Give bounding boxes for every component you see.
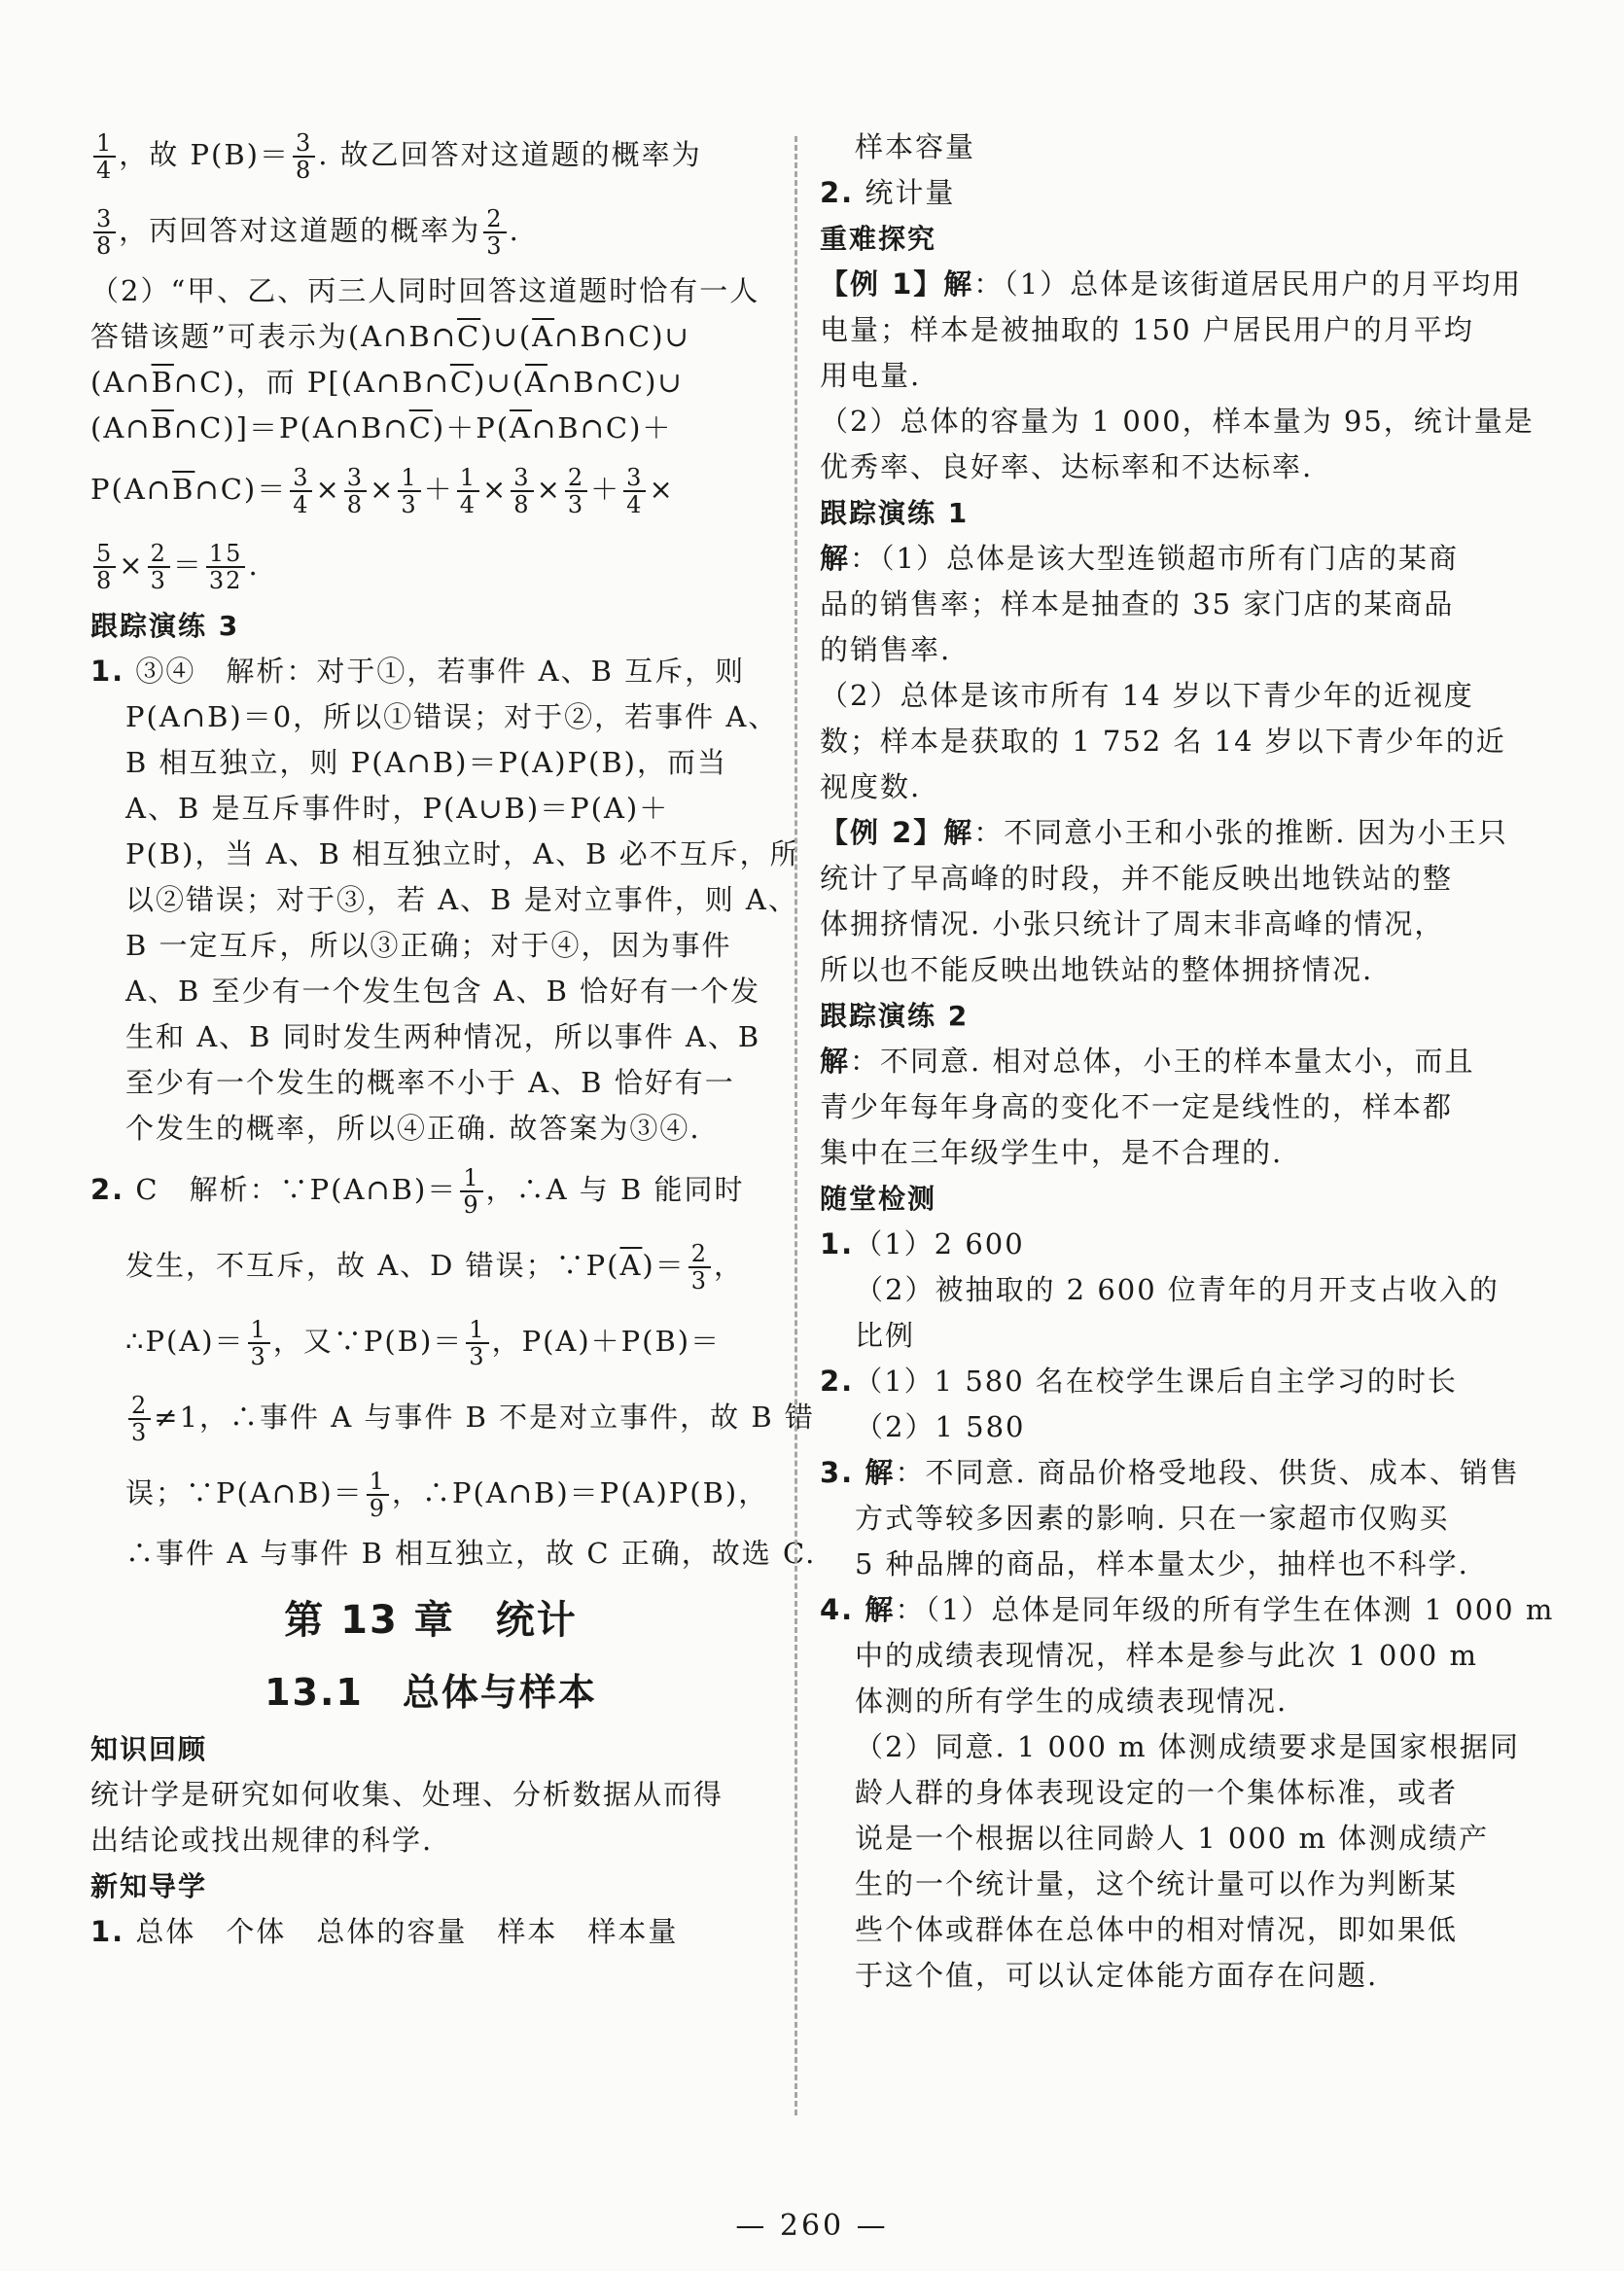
section-title: 13.1 总体与样本: [265, 1671, 597, 1714]
page-number: — 260 —: [735, 2209, 889, 2243]
text-line: 电量；样本是被抽取的 150 户居民用户的月平均: [820, 313, 1474, 346]
answer-line: （2）被抽取的 2 600 位青年的月开支占收入的: [855, 1273, 1500, 1306]
text-line: （2）总体是该市所有 14 岁以下青少年的近视度: [820, 679, 1474, 712]
answer-line: 2. C 解析：∵P(A∩B)＝ $\frac{1}{9}$ ，∴A 与 B 能同时: [90, 1164, 745, 1219]
text-line: 优秀率、良好率、达标率和不达标率.: [820, 450, 1314, 483]
answer-line: 个发生的概率，所以④正确. 故答案为③④.: [125, 1112, 701, 1145]
section-heading: 跟踪演练 2: [820, 1000, 970, 1032]
text-line: $(A\cap\overline{B}\cap C)$，而 $P[(A\cap B\cap\overline{C})\cup(\overline{A}\cap B\cap C)\cup$: [90, 366, 684, 399]
answer-line: 4. 解：（1）总体是同年级的所有学生在体测 1 000 m: [820, 1593, 1555, 1626]
fraction: $\frac{3}{8}$: [293, 130, 315, 183]
answer-line: $\frac{2}{3}$ ≠1，∴事件 A 与事件 B 不是对立事件，故 B 错: [90, 1379, 771, 1455]
answer-line: A、B 至少有一个发生包含 A、B 恰好有一个发: [125, 975, 761, 1008]
text-line: 品的销售率；样本是抽查的 35 家门店的某商品: [820, 587, 1455, 621]
text-line: 数；样本是获取的 1 752 名 14 岁以下青少年的近: [820, 725, 1506, 758]
answer-line: 1. 总体 个体 总体的容量 样本 样本量: [90, 1915, 679, 1948]
answer-line: 2. 统计量: [820, 176, 956, 209]
text-line: 统计了早高峰的时段，并不能反映出地铁站的整: [820, 862, 1454, 895]
section-heading: 新知导学: [90, 1870, 208, 1902]
section-heading: 随堂检测: [820, 1183, 937, 1215]
text-line: 解：（1）总体是该大型连锁超市所有门店的某商: [820, 542, 1459, 575]
answer-line: 龄人群的身体表现设定的一个集体标准，或者: [855, 1776, 1459, 1809]
answer-line: 1. ③④ 解析：对于①，若事件 A、B 互斥，则: [90, 655, 746, 688]
text-line: （2）“甲、乙、丙三人同时回答这道题时恰有一人: [90, 274, 760, 307]
text-line: 集中在三年级学生中，是不合理的.: [820, 1136, 1284, 1169]
answer-line: B 一定互斥，所以③正确；对于④，因为事件: [125, 929, 732, 962]
section-heading: 知识回顾: [90, 1733, 208, 1765]
answer-line: 至少有一个发生的概率不小于 A、B 恰好有一: [125, 1066, 735, 1099]
chapter-title: 第 13 章 统计: [284, 1598, 578, 1643]
answer-line: 中的成绩表现情况，样本是参与此次 1 000 m: [855, 1639, 1478, 1672]
section-heading: 跟踪演练 1: [820, 497, 970, 529]
fraction: $\frac{3}{8}$: [93, 206, 116, 259]
fraction: $\frac{1}{4}$: [93, 130, 116, 183]
answer-line: A、B 是互斥事件时，P(A∪B)＝P(A)＋: [125, 792, 670, 825]
answer-line: （2）1 580: [855, 1410, 1026, 1443]
answer-line: 体测的所有学生的成绩表现情况.: [855, 1685, 1289, 1718]
text-line: $(A\cap\overline{B}\cap C)]=P(A\cap B\cap\overline{C})+P(\overline{A}\cap B\cap C)+$: [90, 411, 673, 444]
text-line: 青少年每年身高的变化不一定是线性的，样本都: [820, 1090, 1454, 1123]
text-line: （2）总体的容量为 1 000，样本量为 95，统计量是: [820, 405, 1535, 438]
answer-line: 说是一个根据以往同龄人 1 000 m 体测成绩产: [855, 1822, 1490, 1855]
answer-line: 3. 解：不同意. 商品价格受地段、供货、成本、销售: [820, 1456, 1520, 1489]
answer-line: 比例: [855, 1319, 916, 1352]
answer-line: ∴P(A)＝ $\frac{1}{3}$ ，又∵P(B)＝ $\frac{1}{3}$ ，P(A)＋P(B)＝: [125, 1316, 722, 1370]
answer-line: 误；∵P(A∩B)＝ $\frac{1}{9}$ ，∴P(A∩B)＝P(A)P(B)，: [125, 1468, 769, 1522]
answer-line: 2.（1）1 580 名在校学生课后自主学习的时长: [820, 1365, 1458, 1398]
answer-line: 发生，不互斥，故 A、D 错误；$\because P(\overline{A})=$ $\frac{2}{3}$ ，: [125, 1240, 745, 1295]
text-line: $\frac{3}{8}$ ，丙回答对这道题的概率为 $\frac{2}{3}$ .: [90, 193, 771, 268]
text-line: 的销售率.: [820, 633, 952, 666]
answer-line: 样本容量: [855, 130, 976, 163]
answer-line: 生和 A、B 同时发生两种情况，所以事件 A、B: [125, 1020, 761, 1053]
answer-line: （2）同意. 1 000 m 体测成绩要求是国家根据同: [855, 1730, 1520, 1763]
text-line: 体拥挤情况. 小张只统计了周末非高峰的情况，: [820, 907, 1445, 940]
section-heading: 重难探究: [820, 223, 937, 255]
answer-line: 生的一个统计量，这个统计量可以作为判断某: [855, 1867, 1459, 1900]
text-line: 出结论或找出规律的科学.: [90, 1824, 434, 1857]
formula-line: $P(A\cap\overline{B}\cap C)=$ $\frac{3}{4}$ × $\frac{3}{8}$ × $\frac{1}{3}$ ＋ $\frac{1}{4}$ × $\frac{3}{8}$ × $\frac{2}{3}$ ＋ $\frac{3}{4}$ ×: [90, 464, 675, 518]
answer-line: 方式等较多因素的影响. 只在一家超市仅购买: [855, 1502, 1450, 1535]
fraction: $\frac{2}{3}$: [483, 206, 506, 259]
left-column: [90, 117, 817, 1955]
answer-line: 于这个值，可以认定体能方面存在问题.: [855, 1959, 1379, 1992]
text-line: 解：不同意. 相对总体，小王的样本量太小，而且: [820, 1045, 1475, 1078]
answer-line: 以②错误；对于③，若 A、B 是对立事件，则 A、: [125, 883, 798, 916]
answer-line: 1.（1）2 600: [820, 1227, 1025, 1260]
right-column: [820, 124, 1555, 1999]
text-line: 【例 1】解：（1）总体是该街道居民用户的月平均用: [820, 267, 1523, 301]
section-heading: 跟踪演练 3: [90, 610, 240, 642]
answer-line: B 相互独立，则 P(A∩B)＝P(A)P(B)，而当: [125, 746, 727, 779]
text-line: 所以也不能反映出地铁站的整体拥挤情况.: [820, 953, 1374, 986]
column-divider: [794, 136, 797, 2115]
text-line: $\frac{1}{4}$ ，故 P(B)＝ $\frac{3}{8}$ . 故乙回答对这道题的概率为: [90, 117, 771, 193]
text-line: 视度数.: [820, 770, 922, 803]
text-line: 用电量.: [820, 359, 922, 392]
answer-line: 些个体或群体在总体中的相对情况，即如果低: [855, 1913, 1459, 1946]
formula-line: $\frac{5}{8}$ × $\frac{2}{3}$ ＝ $\frac{15}{32}$ .: [90, 527, 771, 603]
text-line: 【例 2】解：不同意小王和小张的推断. 因为小王只: [820, 816, 1508, 849]
answer-line: ∴事件 A 与事件 B 相互独立，故 C 正确，故选 C.: [125, 1537, 817, 1570]
answer-line: P(B)，当 A、B 相互独立时，A、B 必不互斥，所: [125, 837, 800, 870]
text-line: 答错该题”可表示为$(A\cap B\cap\overline{C})\cup(\overline{A}\cap B\cap C)\cup$: [90, 320, 690, 353]
answer-line: P(A∩B)＝0，所以①错误；对于②，若事件 A、: [125, 700, 779, 733]
text-line: 统计学是研究如何收集、处理、分析数据从而得: [90, 1778, 724, 1811]
answer-line: 5 种品牌的商品，样本量太少，抽样也不科学.: [855, 1547, 1469, 1580]
